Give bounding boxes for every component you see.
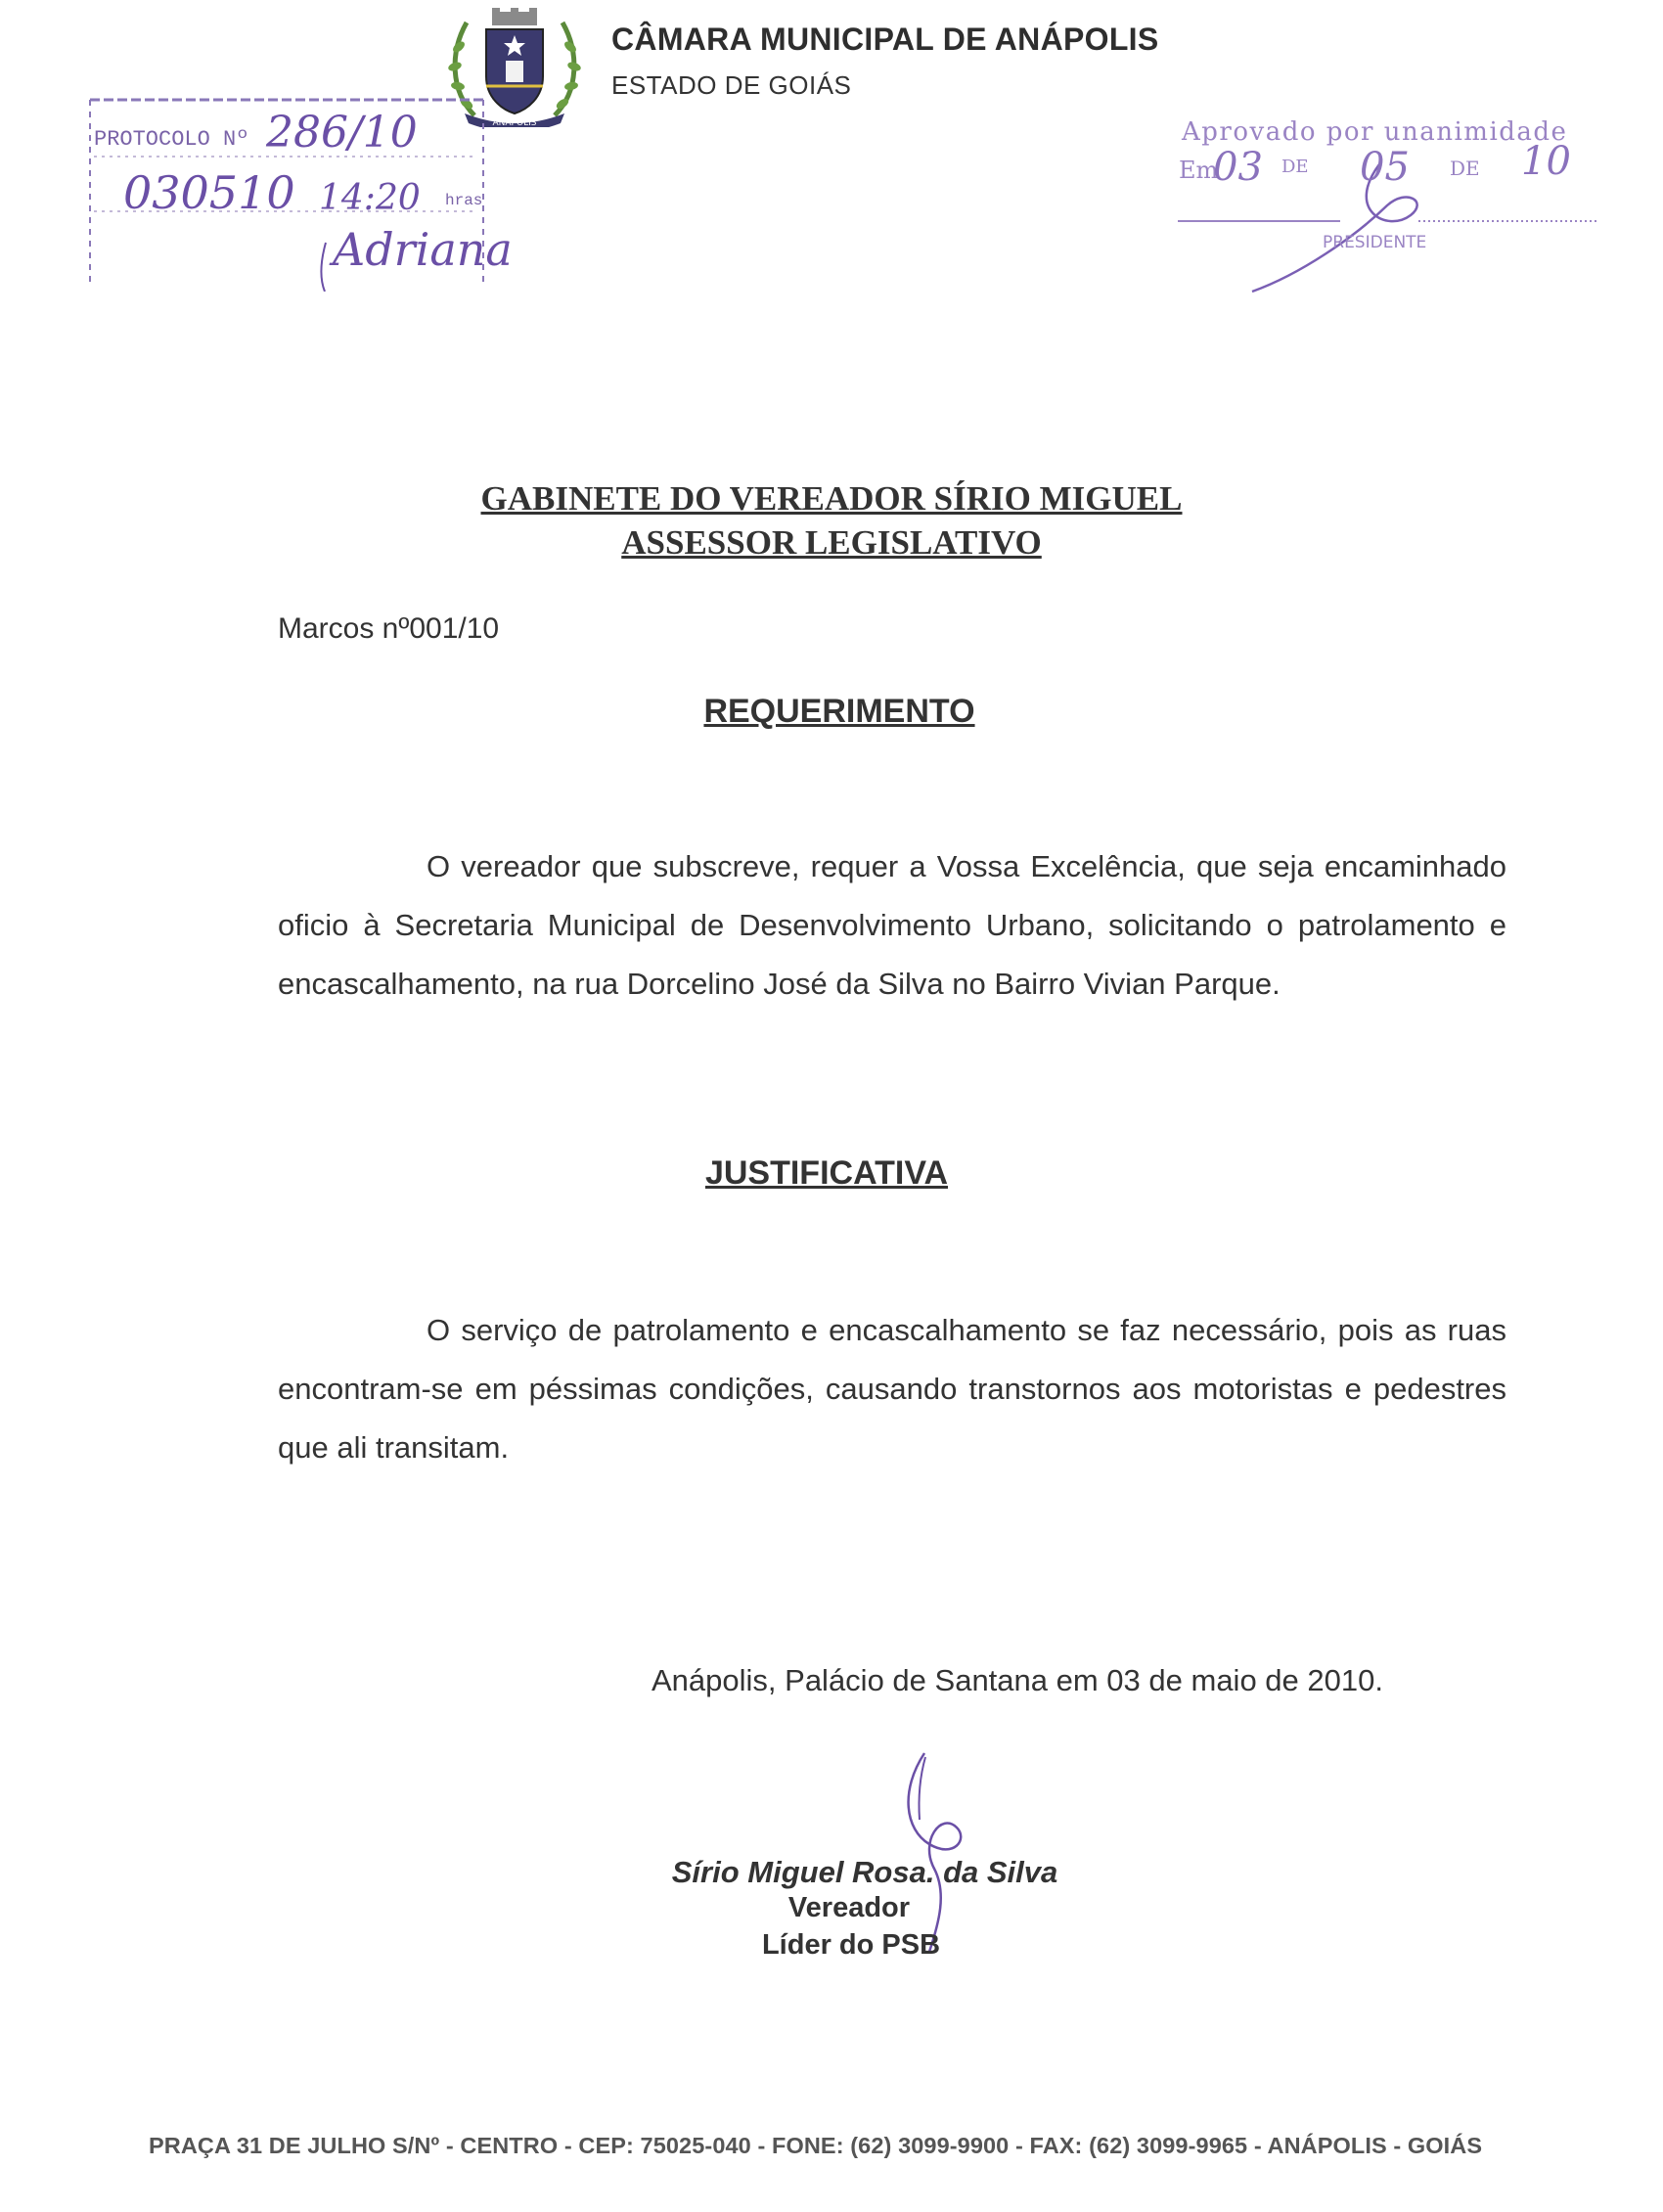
justification-heading: JUSTIFICATIVA: [704, 1154, 949, 1192]
closing-place-date: Anápolis, Palácio de Santana em 03 de maio de 2010.: [652, 1663, 1383, 1697]
approval-em-label: Em: [1179, 157, 1219, 184]
protocol-number: 286/10: [266, 108, 418, 158]
document-reference: Marcos nº001/10: [278, 612, 500, 645]
approval-de-label: DE: [1450, 157, 1480, 180]
footer-address: PRAÇA 31 DE JULHO S/Nº - CENTRO - CEP: 75025-040 - FONE: (62) 3099-9900 - FAX: (62) 3099-9965 - ANÁPOLIS - GOIÁS: [149, 2133, 1483, 2158]
request-heading: REQUERIMENTO: [703, 693, 975, 730]
handwritten-signature-icon: [861, 1751, 1008, 1957]
signatory-name: Sírio Miguel Rosa. da Silva: [671, 1855, 1058, 1889]
approval-de-label: DE: [1281, 157, 1309, 177]
protocol-hours-label: hras: [445, 192, 483, 209]
office-title: GABINETE DO VEREADOR SÍRIO MIGUEL: [480, 479, 1183, 518]
organization-state: ESTADO DE GOIÁS: [611, 70, 852, 100]
approval-day: 03: [1213, 145, 1263, 190]
protocol-date: 030510: [123, 166, 295, 219]
crest-ribbon-label: ANÁPOLIS: [492, 118, 537, 127]
approval-year: 10: [1521, 139, 1571, 184]
protocol-receiver-handwriting: Adriana: [333, 223, 513, 276]
request-paragraph: O vereador que subscreve, requer a Vossa Excelência, que seja encaminhado oficio à Secretaria Municipal de Desenvolvimento Urbano, solicitando o patrolamento e encascalhamento, na rua Dorcelino José da Silva no Bairro Vivian Parque.: [278, 849, 1506, 1001]
approval-status: Aprovado por unanimidade: [1182, 117, 1568, 147]
signatory-role: Vereador: [787, 1892, 911, 1923]
organization-name: CÂMARA MUNICIPAL DE ANÁPOLIS: [611, 22, 1159, 57]
justification-paragraph: O serviço de patrolamento e encascalhamento se faz necessário, pois as ruas encontram-se em péssimas condições, causando transtornos aos motoristas e pedestres que ali transitam.: [278, 1313, 1506, 1465]
protocol-label: PROTOCOLO Nº: [94, 127, 249, 152]
approval-role: PRESIDENTE: [1323, 233, 1427, 252]
office-subtitle: ASSESSOR LEGISLATIVO: [621, 523, 1042, 562]
approval-month: 05: [1360, 145, 1410, 190]
signatory-party: Líder do PSB: [761, 1929, 941, 1961]
protocol-time: 14:20: [319, 178, 421, 218]
